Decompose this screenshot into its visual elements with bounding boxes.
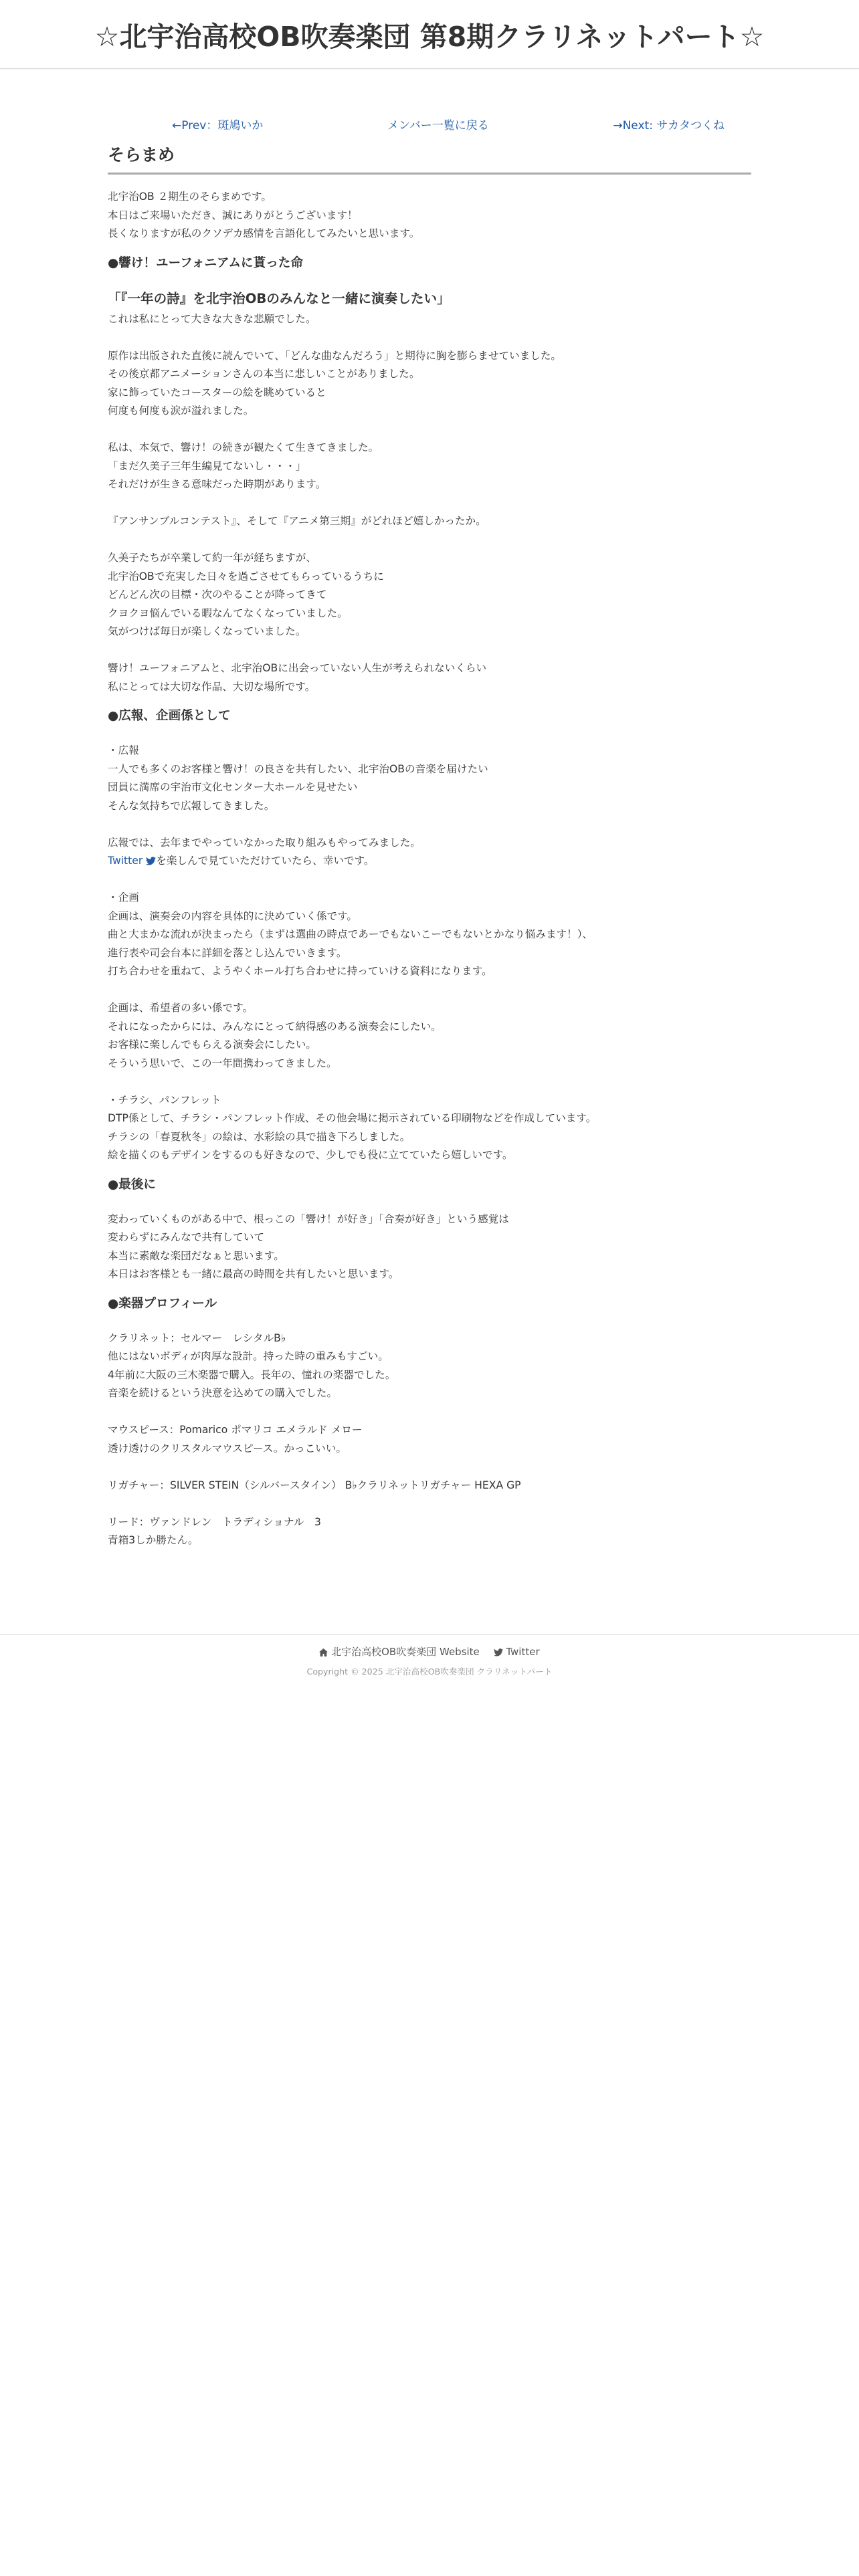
site-title: ☆北宇治高校OB吹奏楽団 第8期クラリネットパート☆ — [94, 20, 765, 53]
text-line: 打ち合わせを重ねて、ようやくホール打ち合わせに持っていける資料になります。 — [108, 965, 492, 977]
text-line: 「まだ久美子三年生編見てないし・・・」 — [108, 459, 306, 472]
text-line: 本日はご来場いただき、誠にありがとうございます！ — [108, 209, 358, 221]
text-line: そういう思いで、この一年間携わってきました。 — [108, 1057, 337, 1069]
text-line: 一人でも多くのお客様と響け！の良さを共有したい、北宇治OBの音楽を届けたい — [108, 762, 488, 775]
text-line: 本当に素敵な楽団だなぁと思います。 — [108, 1249, 284, 1262]
text-line: 何度も何度も涙が溢れました。 — [108, 405, 254, 417]
section-heading-pr: ●広報、企画係として — [108, 709, 231, 723]
section-body-planning — [108, 871, 751, 1165]
next-member-link[interactable]: →Next: サカタつくね — [613, 118, 725, 132]
member-list-link[interactable]: メンバー一覧に戻る — [387, 118, 489, 132]
footer-website-text: 北宇治高校OB吹奏楽団 Website — [331, 1646, 480, 1658]
article-content — [108, 188, 751, 1550]
footer-website-link[interactable] — [319, 1646, 479, 1658]
footer-links — [0, 1642, 859, 1662]
text-line — [108, 421, 751, 439]
text-line: その後京都アニメーションさんの本当に悲しいことがありました。 — [108, 368, 420, 380]
main-container — [108, 114, 751, 1550]
text-line: 家に飾っていたコースターの絵を眺めていると — [108, 386, 326, 399]
quote-heading: 「『一年の詩』を北宇治OBのみんなと一緒に演奏したい」 — [108, 290, 450, 306]
text-line: 青箱3しか勝たん。 — [108, 1534, 199, 1546]
text-line — [108, 1458, 751, 1477]
home-icon — [319, 1648, 328, 1656]
twitter-bird-icon — [146, 857, 156, 865]
section-body-pr — [108, 742, 751, 852]
text-line — [108, 494, 751, 513]
text-line — [108, 1073, 751, 1091]
text-line: 本日はお客様とも一緒に最高の時間を共有したいと思います。 — [108, 1268, 399, 1280]
text-line: それだけが生きる意味だった時期があります。 — [108, 478, 326, 490]
text-line: お客様に楽しんでもらえる演奏会にしたい。 — [108, 1039, 316, 1051]
text-line: 長くなりますが私のクソデカ感情を言語化してみたいと思います。 — [108, 227, 420, 239]
text-line: 企画は、希望者の多い係です。 — [108, 1002, 254, 1014]
twitter-line — [108, 852, 751, 871]
member-nav — [108, 114, 751, 134]
section-body-instrument — [108, 1329, 751, 1550]
text-line: 音楽を続けるという決意を込めての購入でした。 — [108, 1387, 338, 1399]
copyright-text: Copyright © 2025 北宇治高校OB吹奏楽団 クラリネットパート — [306, 1667, 553, 1677]
prev-member-link[interactable]: ←Prev：斑鳩いか — [172, 118, 264, 132]
text-line: 北宇治OB ２期生のそらまめです。 — [108, 191, 272, 203]
text-line: 原作は出版された直後に読んでいて、「どんな曲なんだろう」と期待に胸を膨らませていました。 — [108, 349, 562, 362]
text-line: DTP係として、チラシ・パンフレット作成、その他会場に掲示されている印刷物などを作成しています。 — [108, 1112, 597, 1124]
text-line: 『アンサンブルコンテスト』、そして『アニメ第三期』がどれほど嬉しかったか。 — [108, 515, 486, 527]
text-line — [108, 981, 751, 1000]
twitter-link-text: Twitter — [108, 855, 143, 867]
footer-twitter-link[interactable] — [494, 1646, 540, 1658]
site-footer — [0, 1634, 859, 1677]
text-line: 私にとっては大切な作品、大切な場所です。 — [108, 680, 316, 693]
text-line: 他にはないボディが肉厚な設計。持った時の重みもすごい。 — [108, 1350, 389, 1362]
page-title: そらまめ — [108, 142, 751, 175]
text-line: 絵を描くのもデザインをするのも好きなので、少しでも役に立てていたら嬉しいです。 — [108, 1149, 513, 1161]
section-heading-euphonium: ●響け！ユーフォニアムに貰った命 — [108, 255, 303, 270]
text-line: そんな気持ちで広報してきました。 — [108, 799, 275, 812]
text-line: ・広報 — [108, 744, 139, 756]
text-line — [108, 1495, 751, 1513]
twitter-suffix-text: を楽しんで見ていただけていたら、幸いです。 — [156, 855, 375, 867]
text-line: 曲と大まかな流れが決まったら（まずは選曲の時点であーでもないこーでもないとかなり悩みます！）、 — [108, 928, 593, 940]
footer-twitter-text: Twitter — [506, 1646, 540, 1658]
text-line: クラリネット：セルマー レシタルB♭ — [108, 1331, 286, 1344]
text-line: 北宇治OBで充実した日々を過ごさせてもらっているうちに — [108, 570, 384, 582]
text-line: 企画は、演奏会の内容を具体的に決めていく係です。 — [108, 909, 358, 922]
text-line: ・チラシ、パンフレット — [108, 1093, 221, 1106]
text-line — [108, 328, 751, 347]
text-line: 響け！ユーフォニアムと、北宇治OBに出会っていない人生が考えられないくらい — [108, 662, 487, 674]
text-line: 広報では、去年までやっていなかった取り組みもやってみました。 — [108, 836, 421, 849]
text-line: これは私にとって大きな大きな悲願でした。 — [108, 312, 316, 325]
text-line — [108, 1403, 751, 1422]
text-line: 進行表や司会台本に詳細を落とし込んでいきます。 — [108, 946, 347, 959]
text-line: 4年前に大阪の三木楽器で購入。長年の、憧れの楽器でした。 — [108, 1368, 396, 1381]
section-heading-instrument: ●楽器プロフィール — [108, 1296, 217, 1311]
text-line: クヨクヨ悩んでいる暇なんてなくなっていました。 — [108, 607, 348, 619]
text-line: それになったからには、みんなにとって納得感のある演奏会にしたい。 — [108, 1020, 442, 1033]
text-line: リード：ヴァンドレン トラディショナル 3 — [108, 1515, 321, 1528]
twitter-inline-link[interactable] — [108, 855, 156, 867]
text-line: リガチャー：SILVER STEIN（シルバースタイン） B♭クラリネットリガチャー HEXA GP — [108, 1479, 521, 1491]
text-line: 気がつけば毎日が楽しくなっていました。 — [108, 625, 306, 637]
text-line: どんどん次の目標・次のやることが降ってきて — [108, 588, 327, 601]
text-line: 透け透けのクリスタルマウスピース。かっこいい。 — [108, 1442, 347, 1455]
text-line: ・企画 — [108, 891, 139, 903]
text-line — [108, 871, 751, 889]
text-line: 変わらずにみんなで共有していて — [108, 1231, 264, 1243]
section-heading-closing: ●最後に — [108, 1177, 157, 1192]
site-header — [0, 0, 859, 69]
text-line: チラシの「春夏秋冬」の絵は、水彩絵の具で描き下ろしました。 — [108, 1130, 411, 1143]
text-line: マウスピース：Pomarico ポマリコ エメラルド メロー — [108, 1424, 363, 1436]
text-line — [108, 641, 751, 660]
text-line — [108, 815, 751, 834]
twitter-bird-icon — [494, 1648, 503, 1656]
text-line: 団員に満席の宇治市文化センター大ホールを見せたい — [108, 781, 358, 793]
intro-block — [108, 188, 751, 243]
text-line — [108, 531, 751, 550]
text-line: 私は、本気で、響け！の続きが観たくて生きてきました。 — [108, 441, 379, 453]
text-line: 久美子たちが卒業して約一年が経ちますが、 — [108, 552, 316, 564]
text-line: 変わっていくものがある中で、根っこの「響け！が好き」「合奏が好き」という感覚は — [108, 1212, 509, 1225]
section-body-euphonium — [108, 310, 751, 697]
section-body-closing — [108, 1210, 751, 1284]
